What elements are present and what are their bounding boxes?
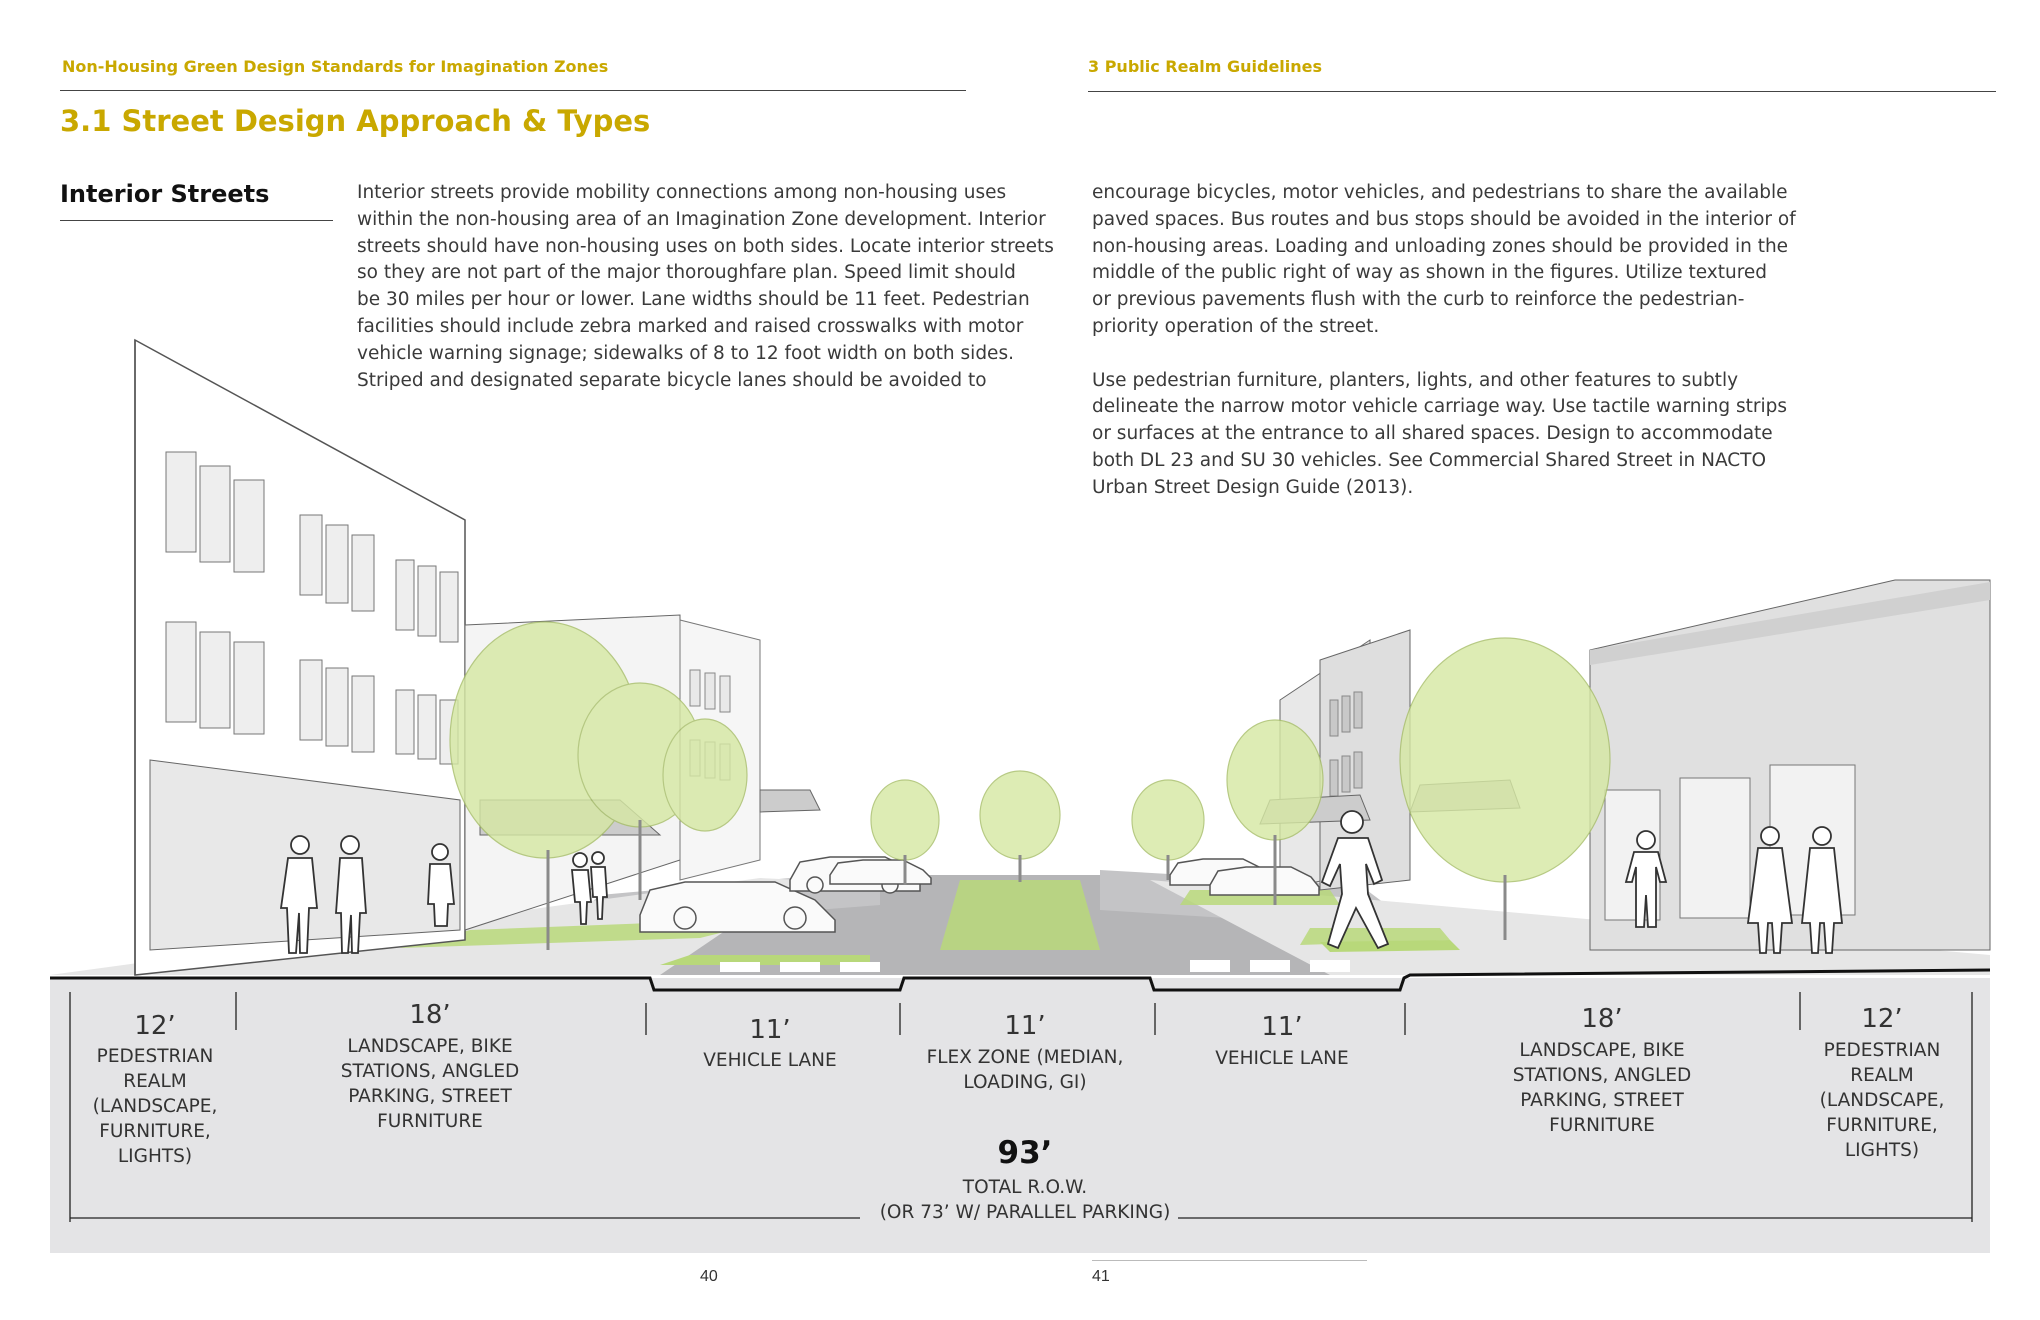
subhead-interior-streets: Interior Streets — [60, 180, 270, 208]
section-title: 3.1 Street Design Approach & Types — [60, 104, 651, 138]
body-left-line: within the non-housing area of an Imagination Zone development. Interior — [357, 208, 1046, 230]
body-left-line: Interior streets provide mobility connections among non-housing uses — [357, 182, 1007, 203]
seg2-line1: LANDSCAPE, BIKE — [347, 1036, 513, 1057]
body-left-line: Striped and designated separate bicycle lanes should be avoided to — [357, 369, 987, 391]
seg7-line1: PEDESTRIAN — [1823, 1040, 1941, 1061]
seg1-line1: PEDESTRIAN — [96, 1046, 214, 1067]
body-right-line: or previous pavements flush with the curb to reinforce the pedestrian- — [1092, 289, 1745, 311]
body-left-line: be 30 miles per hour or lower. Lane widths should be 11 feet. Pedestrian — [357, 289, 1030, 311]
body-right-line: delineate the narrow motor vehicle carriage way. Use tactile warning strips — [1092, 396, 1788, 418]
seg6-line2: STATIONS, ANGLED — [1512, 1065, 1692, 1086]
page-number-left: 40 — [700, 1268, 718, 1285]
body-right-line: priority operation of the street. — [1092, 315, 1380, 337]
body-right-line: middle of the public right of way as shown in the figures. Utilize textured — [1092, 262, 1768, 284]
seg4-line2: LOADING, GI) — [963, 1072, 1087, 1093]
running-header-left: Non-Housing Green Design Standards for Imagination Zones — [62, 57, 609, 76]
body-right-line: non-housing areas. Loading and unloading zones should be provided in the — [1092, 235, 1789, 257]
seg1-line3: (LANDSCAPE, — [92, 1096, 218, 1117]
body-left-line: facilities should include zebra marked and raised crosswalks with motor — [357, 315, 1024, 337]
body-left-line: vehicle warning signage; sidewalks of 8 to 12 foot width on both sides. — [357, 342, 1014, 364]
body-right-line: paved spaces. Bus routes and bus stops should be avoided in the interior of — [1092, 208, 1796, 230]
seg7-line2: REALM — [1850, 1065, 1914, 1086]
seg1-width: 12’ — [134, 1011, 176, 1041]
seg7-line3: (LANDSCAPE, — [1819, 1090, 1945, 1111]
seg4-width: 11’ — [1004, 1011, 1046, 1041]
body-text-right — [1092, 180, 1796, 502]
body-right-line: Use pedestrian furniture, planters, lights, and other features to subtly — [1092, 369, 1739, 391]
seg7-line4: FURNITURE, — [1826, 1115, 1938, 1136]
seg1-line5: LIGHTS) — [117, 1146, 193, 1167]
body-text-left — [357, 180, 1054, 394]
seg4-line1: FLEX ZONE (MEDIAN, — [926, 1047, 1124, 1068]
footer-rule — [1092, 1260, 1367, 1261]
seg5-line1: VEHICLE LANE — [1215, 1048, 1349, 1069]
page-number-right: 41 — [1092, 1268, 1110, 1285]
seg1-line4: FURNITURE, — [99, 1121, 211, 1142]
seg6-width: 18’ — [1581, 1004, 1623, 1034]
seg7-width: 12’ — [1861, 1004, 1903, 1034]
total-width: 93’ — [997, 1135, 1053, 1171]
seg5-width: 11’ — [1261, 1012, 1303, 1042]
seg2-width: 18’ — [409, 1000, 451, 1030]
seg3-width: 11’ — [749, 1015, 791, 1045]
running-header-right: 3 Public Realm Guidelines — [1088, 57, 1323, 76]
body-right-line: Urban Street Design Guide (2013). — [1092, 476, 1414, 498]
seg2-line2: STATIONS, ANGLED — [340, 1061, 520, 1082]
seg1-line2: REALM — [123, 1071, 187, 1092]
body-right-line: both DL 23 and SU 30 vehicles. See Commercial Shared Street in NACTO — [1092, 449, 1767, 471]
body-right-line: encourage bicycles, motor vehicles, and pedestrians to share the available — [1092, 182, 1788, 203]
seg6-line4: FURNITURE — [1549, 1115, 1655, 1136]
body-left-line: streets should have non-housing uses on both sides. Locate interior streets — [357, 235, 1054, 257]
seg3-line1: VEHICLE LANE — [703, 1050, 837, 1071]
seg6-line1: LANDSCAPE, BIKE — [1519, 1040, 1685, 1061]
total-line1: TOTAL R.O.W. — [962, 1177, 1088, 1198]
seg2-line3: PARKING, STREET — [348, 1086, 512, 1107]
seg7-line5: LIGHTS) — [1844, 1140, 1920, 1161]
total-line2: (OR 73’ W/ PARALLEL PARKING) — [879, 1202, 1171, 1223]
body-left-line: so they are not part of the major thoroughfare plan. Speed limit should — [357, 262, 1016, 284]
body-right-line: or surfaces at the entrance to all shared spaces. Design to accommodate — [1092, 423, 1773, 445]
seg2-line4: FURNITURE — [377, 1111, 483, 1132]
seg6-line3: PARKING, STREET — [1520, 1090, 1684, 1111]
